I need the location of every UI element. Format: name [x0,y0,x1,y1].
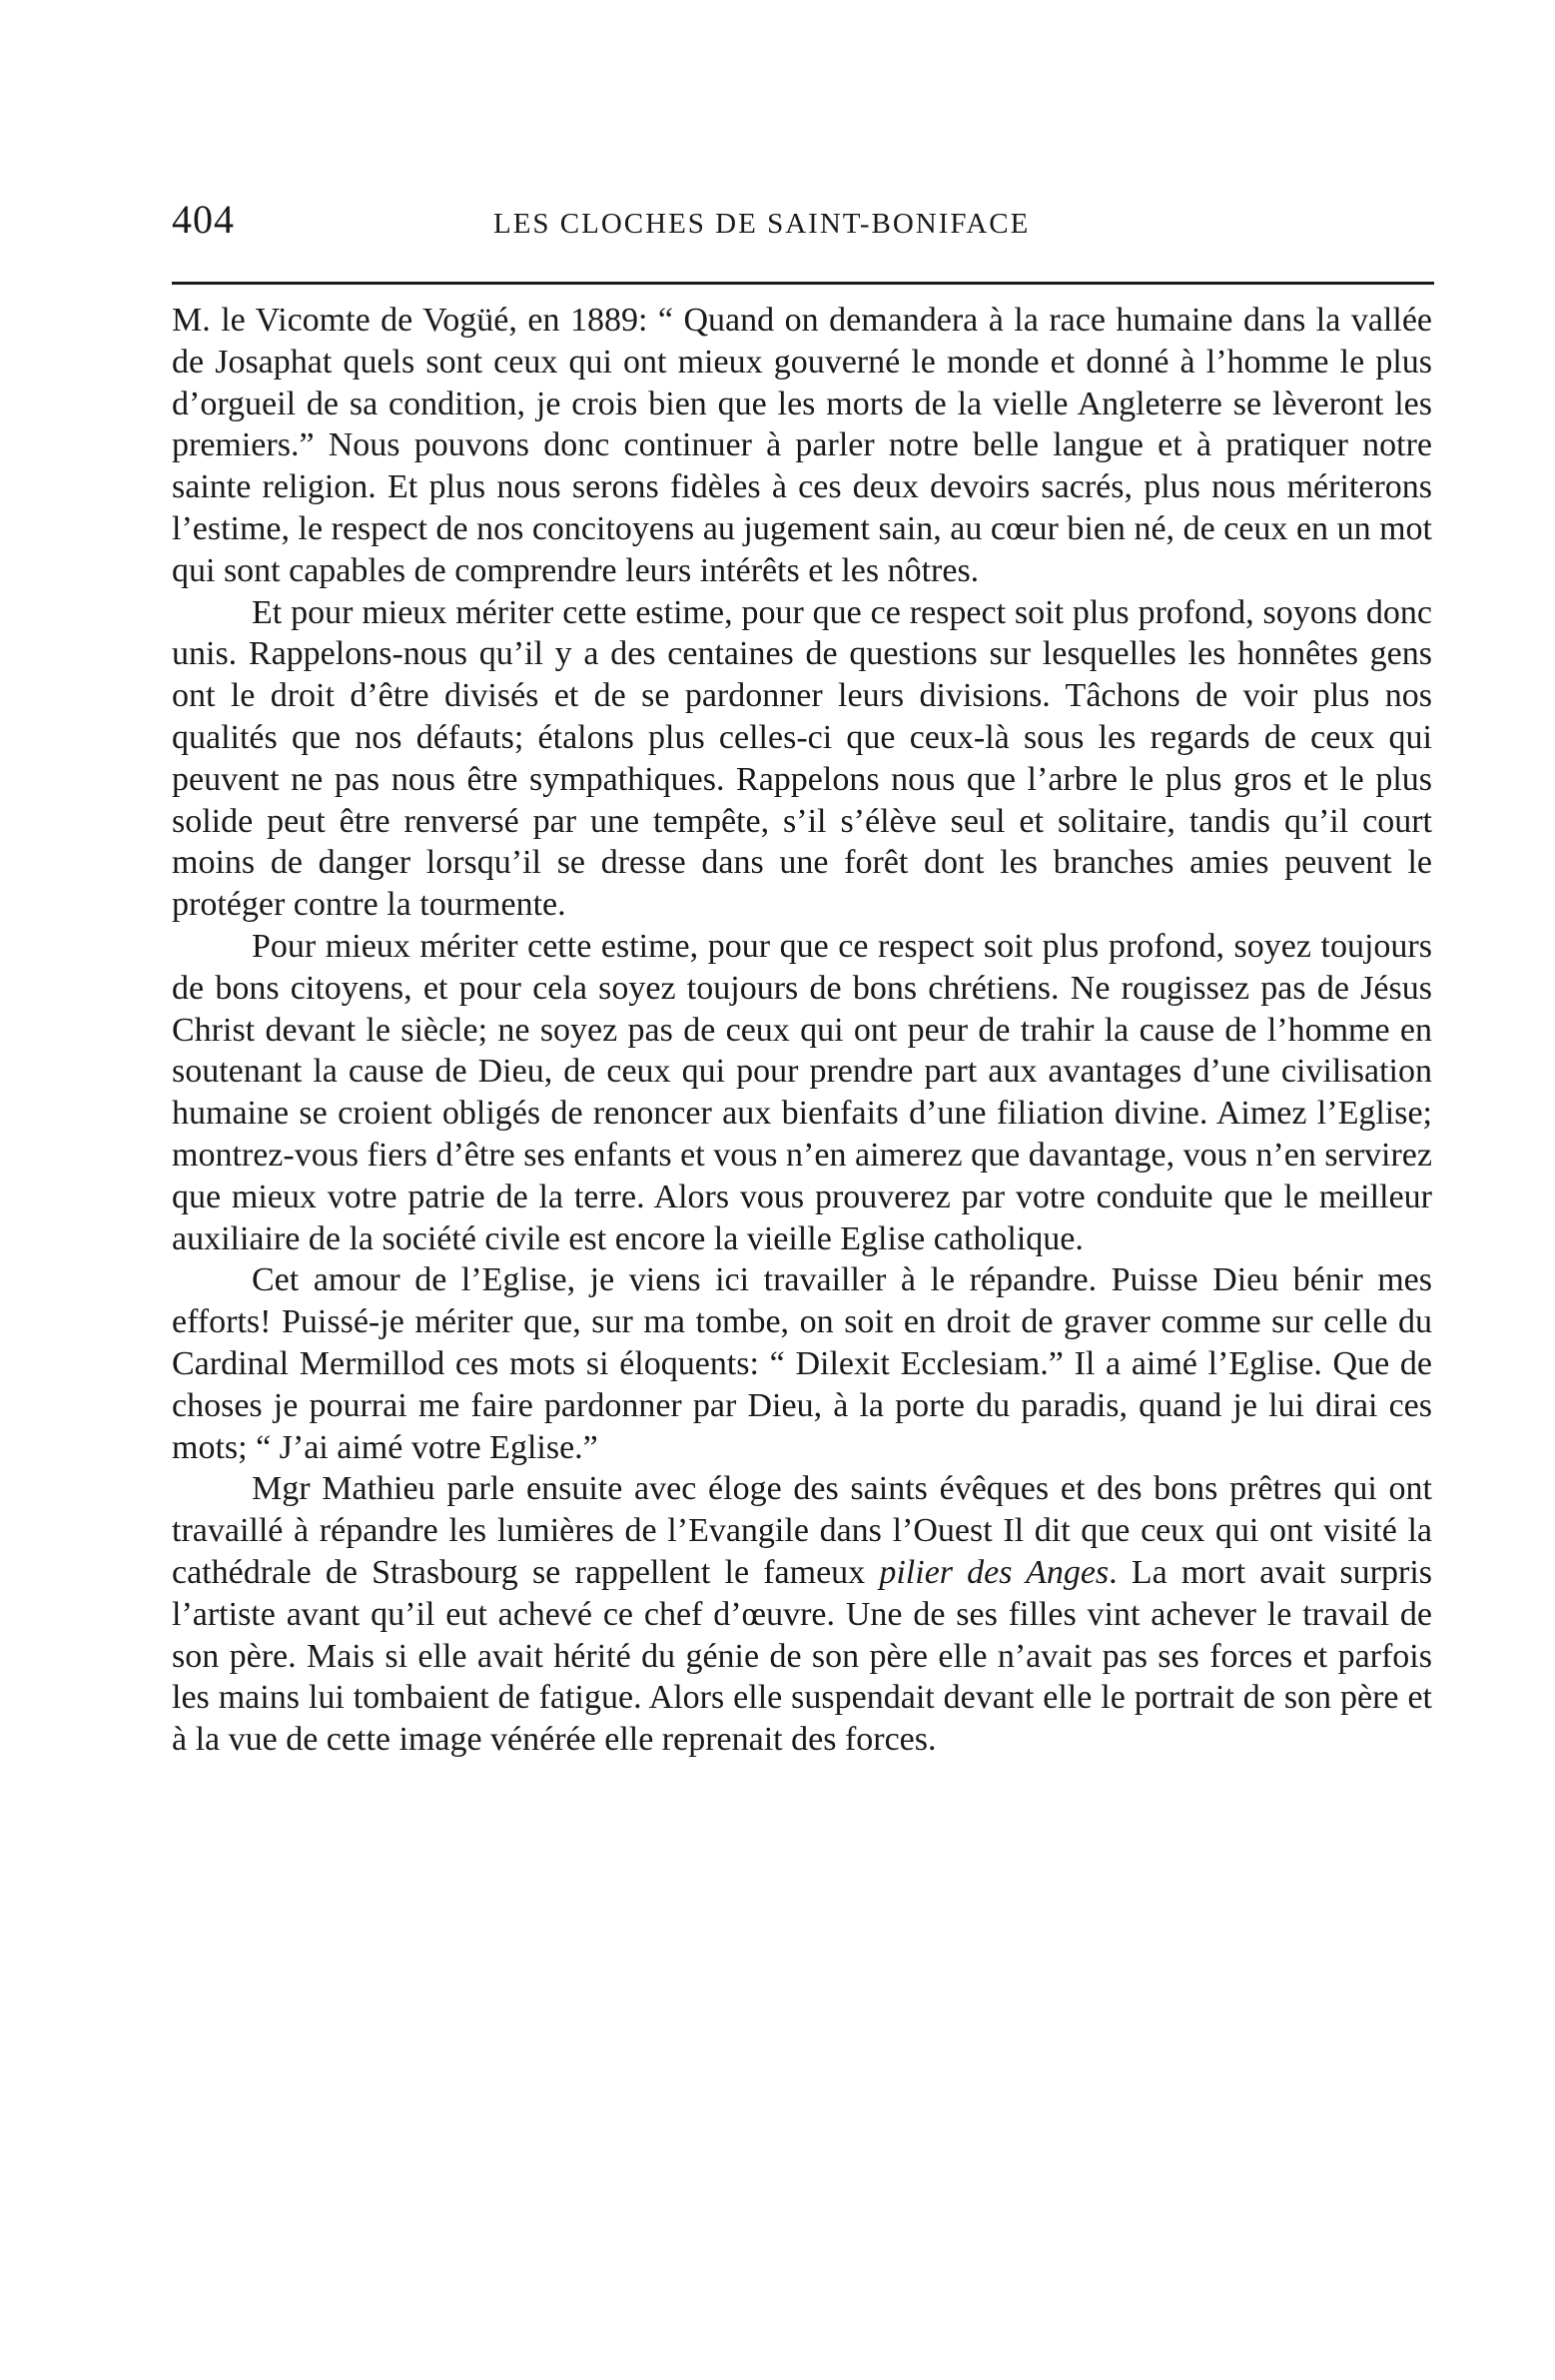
running-title: LES CLOCHES DE SAINT-BONIFACE [493,208,1031,240]
paragraph-5-end: . La mort avait surpris l’artiste avant qu’il eut achevé ce chef d’œuvre. Une de ses filles vint achever le travail de son père. Mais si elle avait hérité du génie de son père elle n’avait pas ses forces et parfois les mains lui tombaient de fatigue. Alors elle suspendait devant elle le portrait de son père et à la vue de cette image vénérée elle reprenait des forces. [172,1553,1433,1759]
italic-phrase: pilier des Anges [879,1553,1110,1591]
paragraph-5 [172,1468,1432,1761]
page-number: 404 [172,197,235,242]
paragraph-3: Pour mieux mériter cette estime, pour que ce respect soit plus profond, soyez toujours de bons citoyens, et pour cela soyez toujours de bons chrétiens. Ne rougissez pas de Jésus Christ devant le siècle; ne soyez pas de ceux qui ont peur de trahir la cause de l’homme en soutenant la cause de Dieu, de ceux qui pour prendre part aux avantages d’une civilisation humaine se croient obligés de renoncer aux bienfaits d’une filiation divine. Aimez l’Eglise; montrez-vous fiers d’être ses enfants et vous n’en aimerez que davantage, vous n’en servirez que mieux votre patrie de la terre. Alors vous prouverez par votre conduite que le meilleur auxiliaire de la société civile est encore la vieille Eglise catholique. [172,927,1432,1257]
page-header [172,196,1432,252]
paragraph-4: Cet amour de l’Eglise, je viens ici travailler à le répandre. Puisse Dieu bénir mes efforts! Puissé-je mériter que, sur ma tombe, on soit en droit de graver comme sur celle du Cardinal Mermillod ces mots si éloquents: “ Dilexit Ecclesiam.” Il a aimé l’Eglise. Que de choses je pourrai me faire pardonner par Dieu, à la porte du paradis, quand je lui dirai ces mots; “ J’ai aimé votre Eglise.” [172,1261,1432,1466]
paragraph-5-start: Mgr Mathieu parle ensuite avec éloge des saints évêques et des bons prêtres qui ont travaillé à répandre les lumières de l’Evangile dans l’Ouest Il dit que ceux qui ont visité la cathédrale de Strasbourg se rappellent le fameux [172,1470,1432,1591]
paragraph-1: M. le Vicomte de Vogüé, en 1889: “ Quand on demandera à la race humaine dans la vallée de Josaphat quels sont ceux qui ont mieux gouverné le monde et donné à l’homme le plus d’orgueil de sa condition, je crois bien que les morts de la vielle Angleterre se lèveront les premiers.” Nous pouvons donc continuer à parler notre belle langue et à pratiquer notre sainte religion. Et plus nous serons fidèles à ces deux devoirs sacrés, plus nous mériterons l’estime, le respect de nos concitoyens au jugement sain, au cœur bien né, de ceux en un mot qui sont capables de comprendre leurs intérêts et les nôtres. [172,302,1432,589]
body-text [172,300,1432,1761]
header-rule [172,282,1434,285]
paragraph-2: Et pour mieux mériter cette estime, pour que ce respect soit plus profond, soyons donc unis. Rappelons-nous qu’il y a des centaines de questions sur lesquelles les honnêtes gens ont le droit d’être divisés et de se pardonner leurs divisions. Tâchons de voir plus nos qualités que nos défauts; étalons plus celles-ci que ceux-là sous les regards de ceux qui peuvent ne pas nous être sympathiques. Rappelons nous que l’arbre le plus gros et le plus solide peut être renversé par une tempête, s’il s’élève seul et solitaire, tandis qu’il court moins de danger lorsqu’il se dresse dans une forêt dont les branches amies peuvent le protéger contre la tourmente. [172,593,1432,924]
